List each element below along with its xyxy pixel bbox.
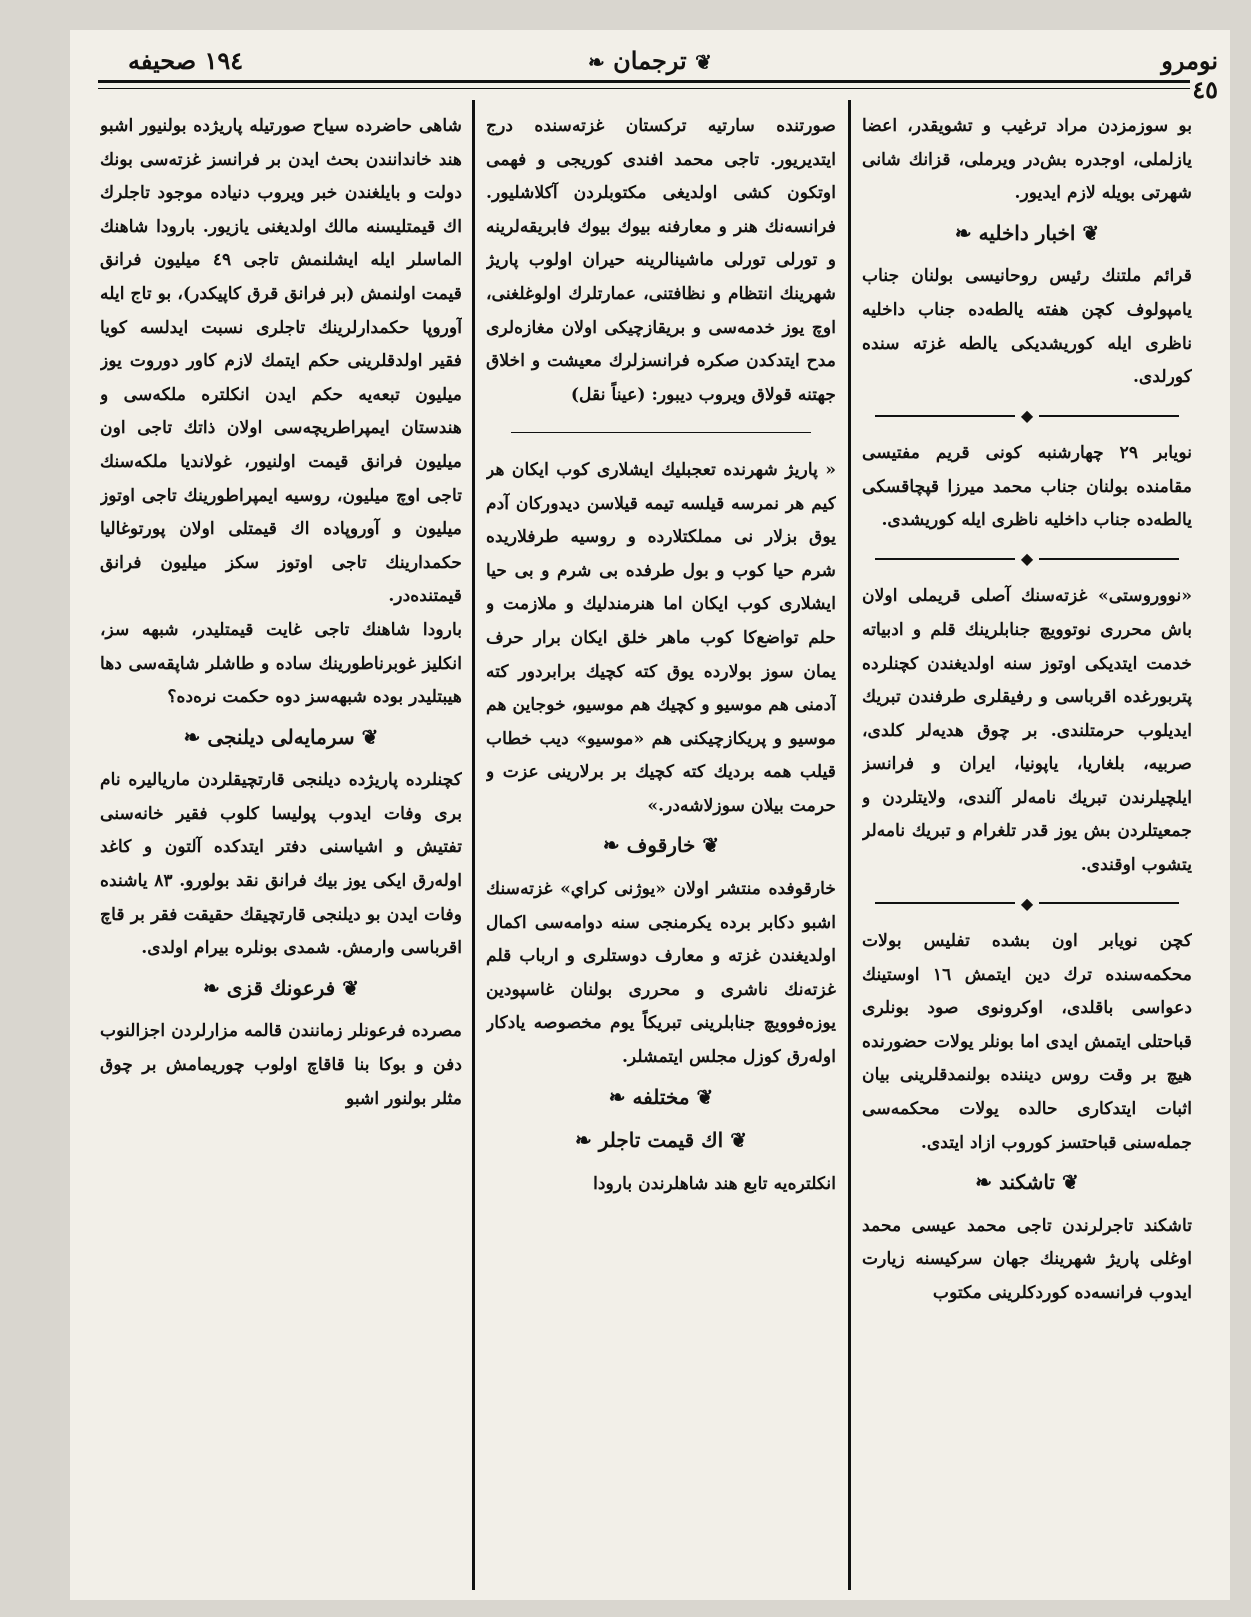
column-left [100, 110, 462, 1590]
section-heading-text: خارقوف [626, 833, 696, 858]
ornament-icon: ❧ [183, 724, 201, 749]
right-paragraph-2: قرائم ملتنك رئيس روحانيسی بولنان جناب يامپولوف كچن هفته يالطه‌ده جناب داخليه ناظری ايله كوريشديكی يالطه غزته سنده كورلدی. [862, 266, 1192, 388]
header-rule [98, 80, 1190, 83]
ornament-icon: ❦ [730, 1128, 747, 1153]
ornament-icon: ❧ [203, 975, 220, 1000]
issue-number-label: نومرو ٤٥ [1161, 46, 1218, 104]
column-divider-left [472, 100, 475, 1590]
ornament-icon: ❦ [1061, 1170, 1079, 1195]
section-heading-text: سرمايه‌لی ديلنجی [207, 724, 355, 749]
middle-paragraph-4: انكلتره‌يه تابع هند شاهلرندن بارودا [593, 1173, 836, 1194]
ornament-icon: ❦ [696, 1084, 714, 1109]
ornament-icon: ❧ [954, 220, 972, 245]
separator [486, 416, 836, 450]
ornament-icon: ❧ [575, 1128, 592, 1153]
column-middle [486, 110, 836, 1590]
middle-paragraph-2: « پاريژ شهرنده تعجبليك ايشلاری كوب ايكان هر كيم هر نمرسه قيلسه تيمه قيلاسن ديدوركان آدم يوق بزلار نی مملكتلارده و روسيه طرفلاريده شرم حيا كوب و بول طرفده بی شرم و بی حيا ايشلاری كوب ايكان اما هنرمندليك و ملازمت و حلم تواضع‌كا كوب ماهر خلق ايكان برار حرف يمان سوز بولارده يوق كته كچيك برابردور كته آدمنی هم موسيو و كچيك هم موسيو، خوجاين هم موسيو و پريكازچيكنی هم «موسيو» ديب خطاب قيلب همه برديك كته كچيك بر برلارينی عزت و حرمت بيلان سوزلاشه‌در.» [486, 459, 836, 816]
left-ornament-icon: ❦ [695, 50, 712, 74]
ornament-icon: ❧ [975, 1170, 993, 1195]
left-paragraph-2: بارودا شاهنك تاجی غايت قيمتليدر، شبهه سز، انكليز غوبرناطورينك ساده و طاشلر شاپقه‌سی دها هيبتليدر بوده شبهه‌سز دوه حكمت نره‌ده؟ [100, 619, 462, 708]
header-rule-thin [98, 88, 1190, 89]
right-paragraph-3: نويابر ٢٩ چهارشنبه كونی قريم مفتيسی مقامنده بولنان جناب محمد ميرزا قپچاقسكی يالطه‌ده جناب داخليه ناظری ايله كوريشدی. [862, 443, 1192, 531]
page-number-label: ١٩٤ صحيفه [128, 46, 244, 75]
separator: ◆ [862, 399, 1192, 433]
section-heading-text: اخبار داخليه [978, 220, 1076, 245]
right-ornament-icon: ❧ [588, 50, 605, 74]
section-heading-valuable-crowns [486, 1124, 836, 1158]
ornament-icon: ❧ [602, 833, 620, 858]
column-divider-right [848, 100, 851, 1590]
right-paragraph-4: «نووروستی» غزته‌سنك آصلی قريملی اولان باش محرری نوتوويچ جنابلرينك قلم و ادبياته خدمت ايتديكی اوتوز سنه اولديغندن كچنلرده پتربورغده اقرباسی و رفيقلری طرفندن تبريك ايديلوب حرمتلندی. بر چوق هديه‌لر كلدی، صربيه، بلغاريا، ياپونيا، ايران و فرانسز ايلچيلرندن تبريك نامه‌لر آلندی، ولايتلردن و جمعيتلردن بش يوز قدر تلغرام و تبريك نامه‌لر يتشوب اوقندی. [862, 586, 1192, 876]
middle-paragraph-3: خارقوفده منتشر اولان «يوژنی كراي» غزته‌سنك اشبو دكابر برده يكرمنجی سنه دوامه‌سی اكمال اولديغندن غزته و معارف دوستلری و ارباب قلم غزته‌نك ناشری و محرری بولنان غاسپودين يوزه‌فوويچ جنابلرينی تبريكاً يوم مخصوصه يادكار اوله‌رق كوزل مجلس ايتمشلر. [486, 879, 836, 1068]
left-paragraph-1: شاهی حاضرده سياح صورتيله پاريژده بولنيور اشبو هند خاندانندن بحث ايدن بر فرانسز غزته‌سی بونك دولت و بايلغندن خبر ويروب دنياده موجود تاجلرك اك قيمتليسنه مالك اولديغنی يازيور. بارودا شاهنك الماسلر ايله ايشلنمش تاجی ٤٩ ميليون فرانق قيمت اولنمش (بر فرانق قرق كاپيكدر)، بو تاج ايله آوروپا حكمدارلرينك تاجلری نسبت ايدلسه كويا فقير اولدقلرينی حكم ايتمك لازم كاور دوروت يوز ميليون تبعه‌يه حكم ايدن انكلتره ملكه‌سی و هندستان ايمپراطريچه‌سی اولان ذاتك تاجی اون ميليون فرانق قيمت اولنيور، غولانديا ملكه‌سنك تاجی اوچ ميليون، روسيه ايمپراطورينك تاجی اوتوز ميليون و آوروپاده اك قيمتلی اولان پورتوغاليا حكمدارينك تاجی اوتوز سكز ميليون فرانق قيمتنده‌در. [100, 116, 462, 607]
middle-paragraph-1: صورتنده سارتيه تركستان غزته‌سنده درج ايتديريور. تاجی محمد افندی كوريجی و فهمی اوتكون كشی اولديغی مكتوبلردن آكلاشليور. فرانسه‌نك هنر و معارفنه بيوك بيوك فابريقه‌لرينه و تورلی تورلی ماشينالرينه حيران اولوب پاريژ شهرينك انتظام و نظافتنی، عمارتلرك اولوغلغنی، اوچ يوز خدمه‌سی و بريقازچيكی اولان مغازه‌لری مدح ايتدكدن صكره فرانسزلرك معيشت و اخلاق جهتنه قولاق ويروب ديبور: (عيناً نقل) [486, 116, 836, 405]
separator: ◆ [862, 887, 1192, 921]
section-heading-pharaoh-daughter [100, 972, 462, 1006]
ornament-icon: ❦ [361, 724, 379, 749]
ornament-icon: ❧ [608, 1084, 626, 1109]
right-paragraph-1: بو سوزمزدن مراد ترغيب و تشويقدر، اعضا يازلملی، اوجدره بش‌در ويرملی، قزانك شانی شهرتی بويله لازم ايديور. [862, 116, 1192, 204]
masthead-title [588, 46, 712, 75]
column-right [862, 110, 1192, 1590]
masthead-text: ترجمان [613, 46, 687, 75]
section-heading-text: تاشكند [999, 1170, 1055, 1195]
section-heading-rich-beggar [100, 721, 462, 755]
section-heading-internal-news [862, 217, 1192, 251]
ornament-icon: ❦ [702, 833, 720, 858]
left-paragraph-4: مصرده فرعونلر زمانندن قالمه مزارلردن اجزالنوب دفن و بوكا بنا قاقاچ اولوب چوريمامش بر چوق مثلر بولنور اشبو [100, 1021, 462, 1109]
ornament-icon: ❦ [1082, 220, 1100, 245]
right-paragraph-5: كچن نويابر اون بشده تفليس بولات محكمه‌سنده ترك دين ايتمش ١٦ اوستينك دعواسی باقلدی، اوكرونوی صود بونلری قباحتلی ايتمش ايدی اما بونلر يولات حضورنده هيچ بر وقت روس ديننده بولنمدقلرينی بيان اثبات ايتدكاری حالده يولات محكمه‌سی جمله‌سنی قباحتسز كوروب ازاد ايتدی. [862, 931, 1192, 1153]
section-heading-miscellaneous [486, 1081, 836, 1115]
section-heading-kharkov [486, 829, 836, 863]
right-paragraph-6: تاشكند تاجرلرندن تاجی محمد عيسی محمد اوغلی پاريژ شهرينك جهان سركيسنه زيارت ايدوب فرانسه‌ده كوردكلرينی مكتوب [862, 1215, 1192, 1303]
section-heading-tashkent [862, 1166, 1192, 1200]
section-heading-text: مختلفه [632, 1084, 690, 1109]
section-heading-text: اك قيمت تاجلر [598, 1128, 724, 1153]
section-heading-text: فرعونك قزی [226, 975, 336, 1000]
ornament-icon: ❦ [342, 975, 359, 1000]
left-paragraph-3: كچنلرده پاريژده ديلنجی قارتچيقلردن مارياليره نام برى وفات ايدوب پوليسا كلوب فقير خانه‌سنی تفتيش و اشياسنی دفتر ايتدكده آلتون و كاغد اوله‌رق ايكی يوز بيك فرانق نقد بولورو. ٨٣ ياشنده وفات ايدن بو ديلنجی قارتچيقك حقيقت فقر بر قاچ اقرباسی وارمش. شمدی بونلره بيرام اولدی. [100, 770, 462, 959]
separator: ◆ [862, 542, 1192, 576]
